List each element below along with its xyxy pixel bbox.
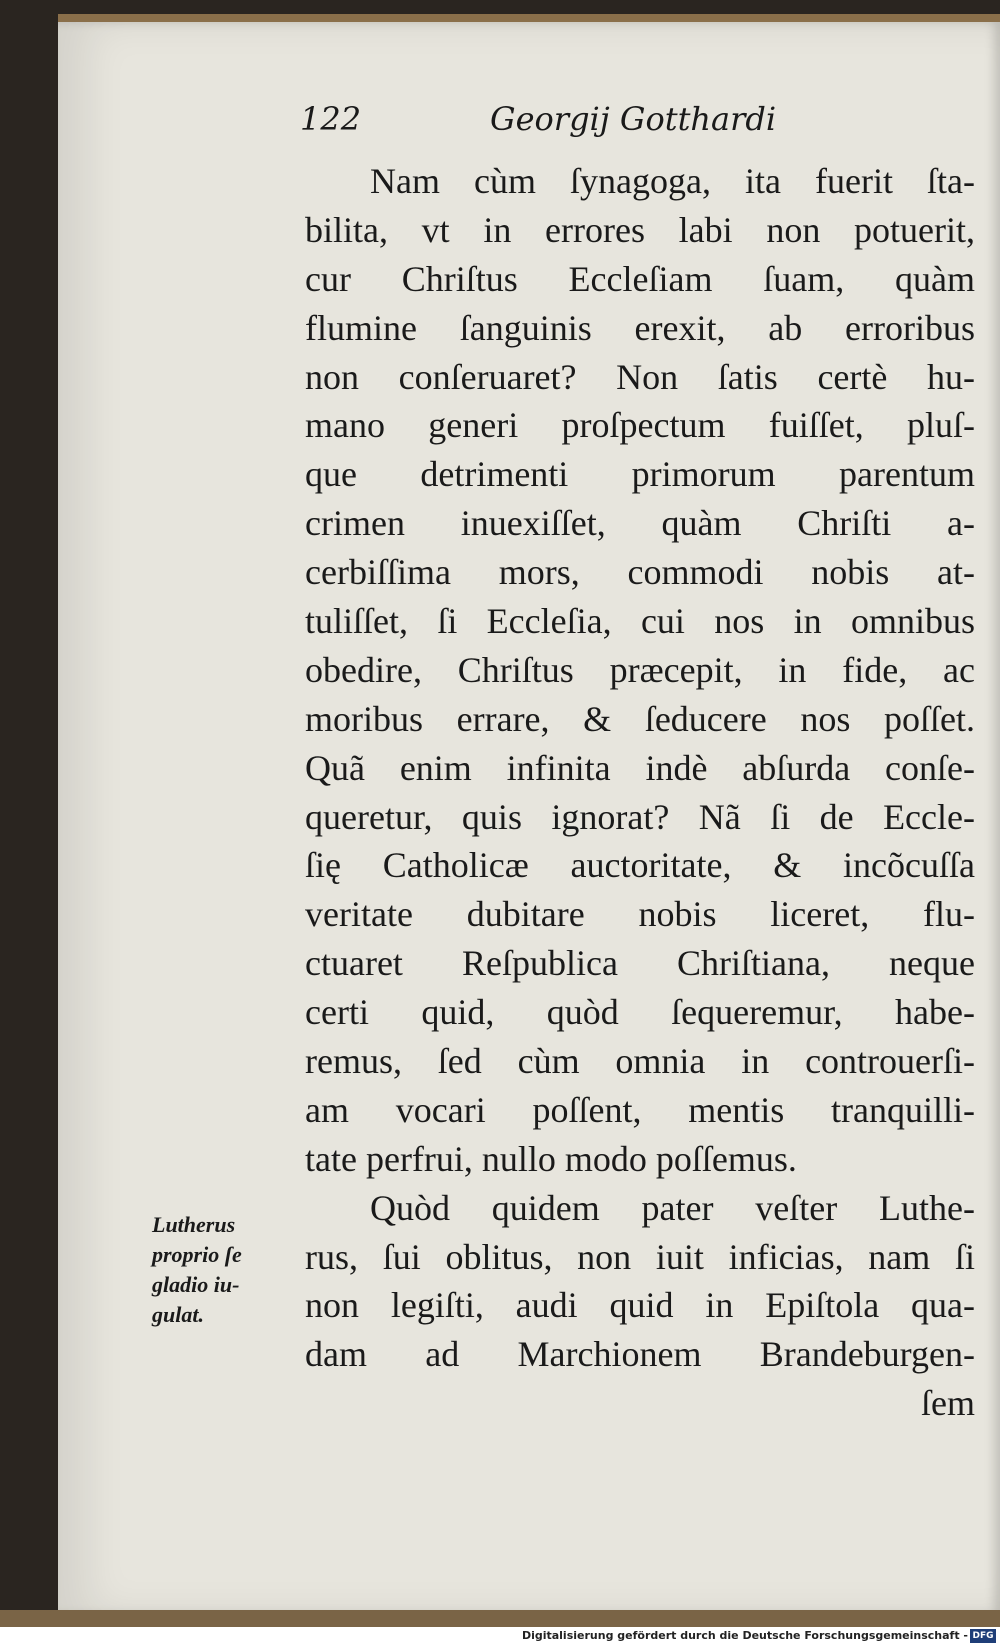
text-line: ſię Catholicæ auctoritate, & incõcuſſa [305,845,975,886]
text-line: bilita, vt in errores labi non potuerit, [305,209,975,250]
text-line: am vocari poſſent, mentis tranquilli- [305,1089,975,1130]
text-line: obedire, Chriſtus præcepit, in fide, ac [305,649,975,690]
text-line: moribus errare, & ſeducere nos poſſet. [305,698,975,739]
text-line: cerbiſſima mors, commodi nobis at- [305,552,975,593]
text-line: Quã enim infinita indè abſurda conſe- [305,747,975,788]
text-line: ctuaret Reſpublica Chriſtiana, neque [305,943,975,984]
text-line: tuliſſet, ſi Eccleſia, cui nos in omnibus [305,601,975,642]
text-line: crimen inuexiſſet, quàm Chriſti a- [305,503,975,544]
text-line: certi quid, quòd ſequeremur, habe- [305,992,975,1033]
body-text [305,157,975,1428]
text-line: Quòd quidem pater veſter Luthe- [370,1187,975,1228]
page-bottom-edge [0,1610,1000,1628]
text-line: non legiſti, audi quid in Epiſtola qua- [305,1285,975,1326]
marginal-note-line: gulat. [152,1302,204,1327]
text-line: queretur, quis ignorat? Nã ſi de Eccle- [305,796,975,837]
running-title: Georgij Gotthardi [490,100,777,138]
text-line: dam ad Marchionem Brandeburgen- [305,1334,975,1375]
text-line: tate perfrui, nullo modo poſſemus. [305,1138,797,1179]
text-line: remus, ſed cùm omnia in controuerſi- [305,1041,975,1082]
text-line: rus, ſui oblitus, non iuit inficias, nam ſi [305,1236,975,1277]
page-header [300,100,820,150]
text-line: flumine ſanguinis erexit, ab erroribus [305,307,975,348]
text-line: mano generi proſpectum fuiſſet, pluſ- [305,405,975,446]
marginal-note-line: gladio iu- [152,1272,240,1297]
marginal-note-line: proprio ſe [152,1242,242,1267]
text-line: veritate dubitare nobis liceret, flu- [305,894,975,935]
page-number: 122 [300,100,362,138]
catchword: ſem [921,1383,975,1424]
digitization-credit: Digitalisierung gefördert durch die Deutsche Forschungsgemeinschaft - [521,1629,968,1642]
text-line: cur Chriſtus Eccleſiam ſuam, quàm [305,258,975,299]
marginal-note-line: Lutherus [152,1212,236,1237]
dfg-logo: DFG [970,1629,996,1643]
text-line: Nam cùm ſynagoga, ita fuerit ſta- [370,161,975,201]
marginal-note [152,1210,282,1330]
text-line: non conſeruaret? Non ſatis certè hu- [305,356,975,397]
text-line: que detrimenti primorum parentum [305,454,975,495]
